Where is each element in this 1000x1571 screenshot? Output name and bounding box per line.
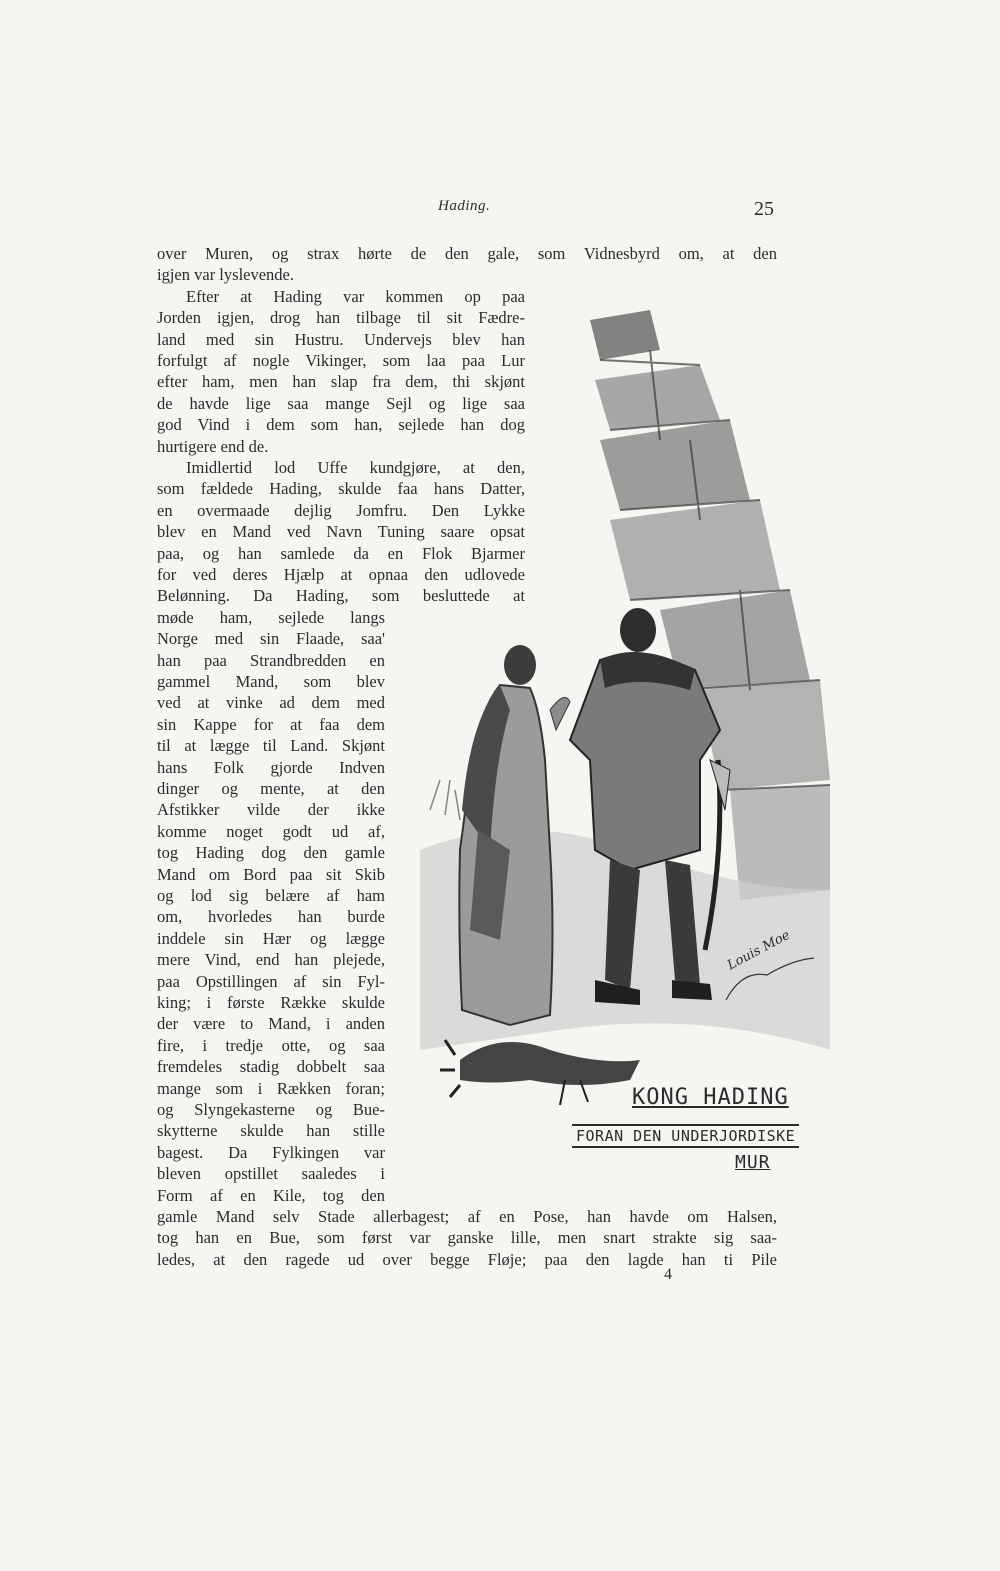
text-line: gammel Mand, som blev (157, 672, 385, 691)
text-line: tog Hading dog den gamle (157, 843, 385, 863)
text-line: ledes, at den ragede ud over begge Fløje; paa den lagde han ti Pile (157, 1249, 777, 1269)
text-line: møde ham, sejlede langs (157, 607, 385, 627)
text-line: efter ham, men han slap fra dem, thi skjønt (157, 372, 525, 392)
text-line: der være to Mand, i anden (157, 1014, 385, 1034)
text-line: king; i første Række skulde (157, 993, 385, 1012)
text-line: om, hvorledes han burde (157, 907, 385, 927)
text-line: bagest. Da Fylkingen var (157, 1142, 385, 1162)
text-line: forfulgt af nogle Vikinger, som laa paa Lur (157, 351, 525, 370)
text-line: og lod sig belære af ham (157, 886, 385, 905)
text-line: Norge med sin Flaade, saa' (157, 629, 385, 649)
text-line: hans Folk gjorde Indven (157, 757, 385, 777)
text-line: han paa Strandbredden en (157, 650, 385, 670)
text-line: igjen var lyslevende. (157, 265, 294, 285)
text-line: ved at vinke ad dem med (157, 693, 385, 713)
illustration-caption-subtitle: FORAN DEN UNDERJORDISKE (572, 1124, 799, 1148)
illustration-hading-at-wall (400, 290, 830, 1190)
text-line: god Vind i dem som han, sejlede han dog (157, 415, 525, 435)
illustration-caption-title: KONG HADING (632, 1085, 789, 1110)
text-line: fremdeles stadig dobbelt saa (157, 1057, 385, 1077)
text-line: komme noget godt ud af, (157, 821, 385, 841)
text-line: gamle Mand selv Stade allerbagest; af en Pose, han havde om Halsen, (157, 1207, 777, 1226)
text-line: Efter at Hading var kommen op paa (186, 286, 525, 306)
text-line: for ved deres Hjælp at opnaa den udlovede (157, 565, 525, 584)
text-line: blev en Mand ved Navn Tuning saare opsat (157, 522, 525, 542)
text-line: mange som i Rækken foran; (157, 1078, 385, 1098)
text-line: fire, i tredje otte, og saa (157, 1035, 385, 1055)
text-line: Afstikker vilde der ikke (157, 800, 385, 820)
text-line: Form af en Kile, tog den (157, 1185, 385, 1205)
text-line: dinger og mente, at den (157, 779, 385, 798)
text-line: Jorden igjen, drog han tilbage til sit Fædre- (157, 308, 525, 328)
text-line: inddele sin Hær og lægge (157, 928, 385, 948)
illustration-caption-mur: MUR (735, 1152, 771, 1173)
text-line: paa, og han samlede da en Flok Bjarmer (157, 543, 525, 563)
text-line: bleven opstillet saaledes i (157, 1164, 385, 1184)
text-line: Imidlertid lod Uffe kundgjøre, at den, (186, 458, 525, 477)
text-line: mere Vind, end han plejede, (157, 950, 385, 970)
text-line: hurtigere end de. (157, 436, 269, 456)
text-line: tog han en Bue, som først var ganske lille, men snart strakte sig saa- (157, 1228, 777, 1248)
text-line: en overmaade dejlig Jomfru. Den Lykke (157, 500, 525, 520)
text-line: sin Kappe for at faa dem (157, 714, 385, 734)
text-line: over Muren, og strax hørte de den gale, som Vidnesbyrd om, at den (157, 244, 777, 263)
artist-signature: Louis Moe (725, 927, 793, 974)
running-title: Hading. (438, 198, 491, 214)
text-line: til at lægge til Land. Skjønt (157, 736, 385, 756)
text-line: de havde lige saa mange Sejl og lige saa (157, 393, 525, 413)
text-line: skytterne skulde han stille (157, 1121, 385, 1141)
text-line: Mand om Bord paa sit Skib (157, 864, 385, 884)
page-number: 25 (754, 198, 774, 220)
text-line: land med sin Hustru. Undervejs blev han (157, 329, 525, 349)
text-line: og Slyngekasterne og Bue- (157, 1100, 385, 1119)
text-line: Belønning. Da Hading, som besluttede at (157, 586, 525, 606)
signature-mark: 4 (664, 1266, 672, 1283)
text-line: paa Opstillingen af sin Fyl- (157, 971, 385, 991)
text-line: som fældede Hading, skulde faa hans Datter, (157, 479, 525, 499)
